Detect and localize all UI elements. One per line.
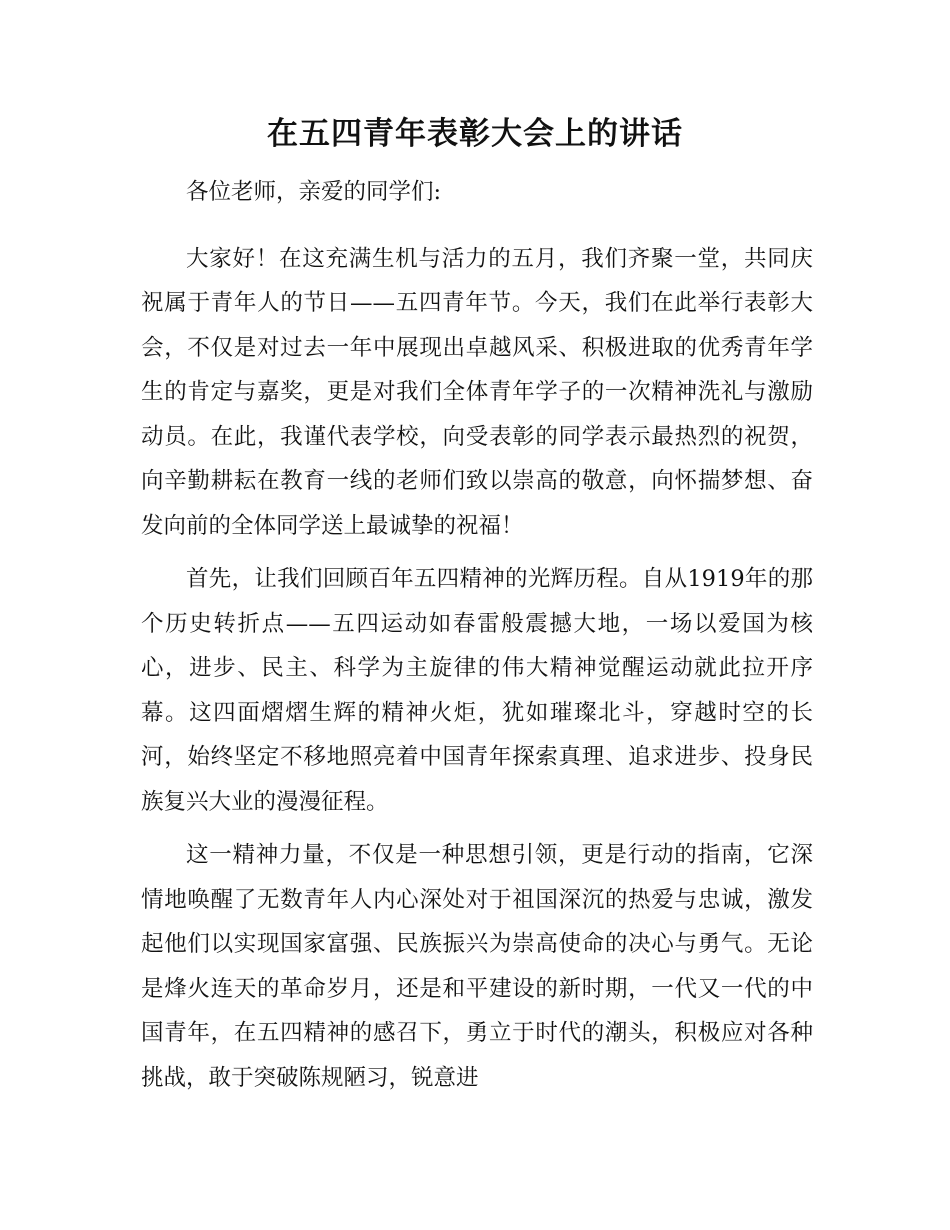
document-title: 在五四青年表彰大会上的讲话 xyxy=(267,116,683,152)
document-body xyxy=(141,170,813,1109)
paragraph-history: 首先，让我们回顾百年五四精神的光辉历程。自从1919年的那个历史转折点——五四运动如春雷般震撼大地，一场以爱国为核心，进步、民主、科学为主旋律的伟大精神觉醒运动就此拉开序幕。这四面熠熠生辉的精神火炬，犹如璀璨北斗，穿越时空的长河，始终坚定不移地照亮着中国青年探索真理、追求进步、投身民族复兴大业的漫漫征程。 xyxy=(141,566,813,815)
salutation: 各位老师，亲爱的同学们: xyxy=(186,179,442,205)
paragraph-greeting: 大家好！在这充满生机与活力的五月，我们齐聚一堂，共同庆祝属于青年人的节日——五四青年节。今天，我们在此举行表彰大会，不仅是对过去一年中展现出卓越风采、积极进取的优秀青年学生的肯定与嘉奖，更是对我们全体青年学子的一次精神洗礼与激励动员。在此，我谨代表学校，向受表彰的同学表示最热烈的祝贺，向辛勤耕耘在教育一线的老师们致以崇高的敬意，向怀揣梦想、奋发向前的全体同学送上最诚挚的祝福！ xyxy=(141,245,813,539)
paragraph-spirit: 这一精神力量，不仅是一种思想引领，更是行动的指南，它深情地唤醒了无数青年人内心深处对于祖国深沉的热爱与忠诚，激发起他们以实现国家富强、民族振兴为崇高使命的决心与勇气。无论是烽火连天的革命岁月，还是和平建设的新时期，一代又一代的中国青年，在五四精神的感召下，勇立于时代的潮头，积极应对各种挑战，敢于突破陈规陋习，锐意进 xyxy=(141,842,813,1091)
